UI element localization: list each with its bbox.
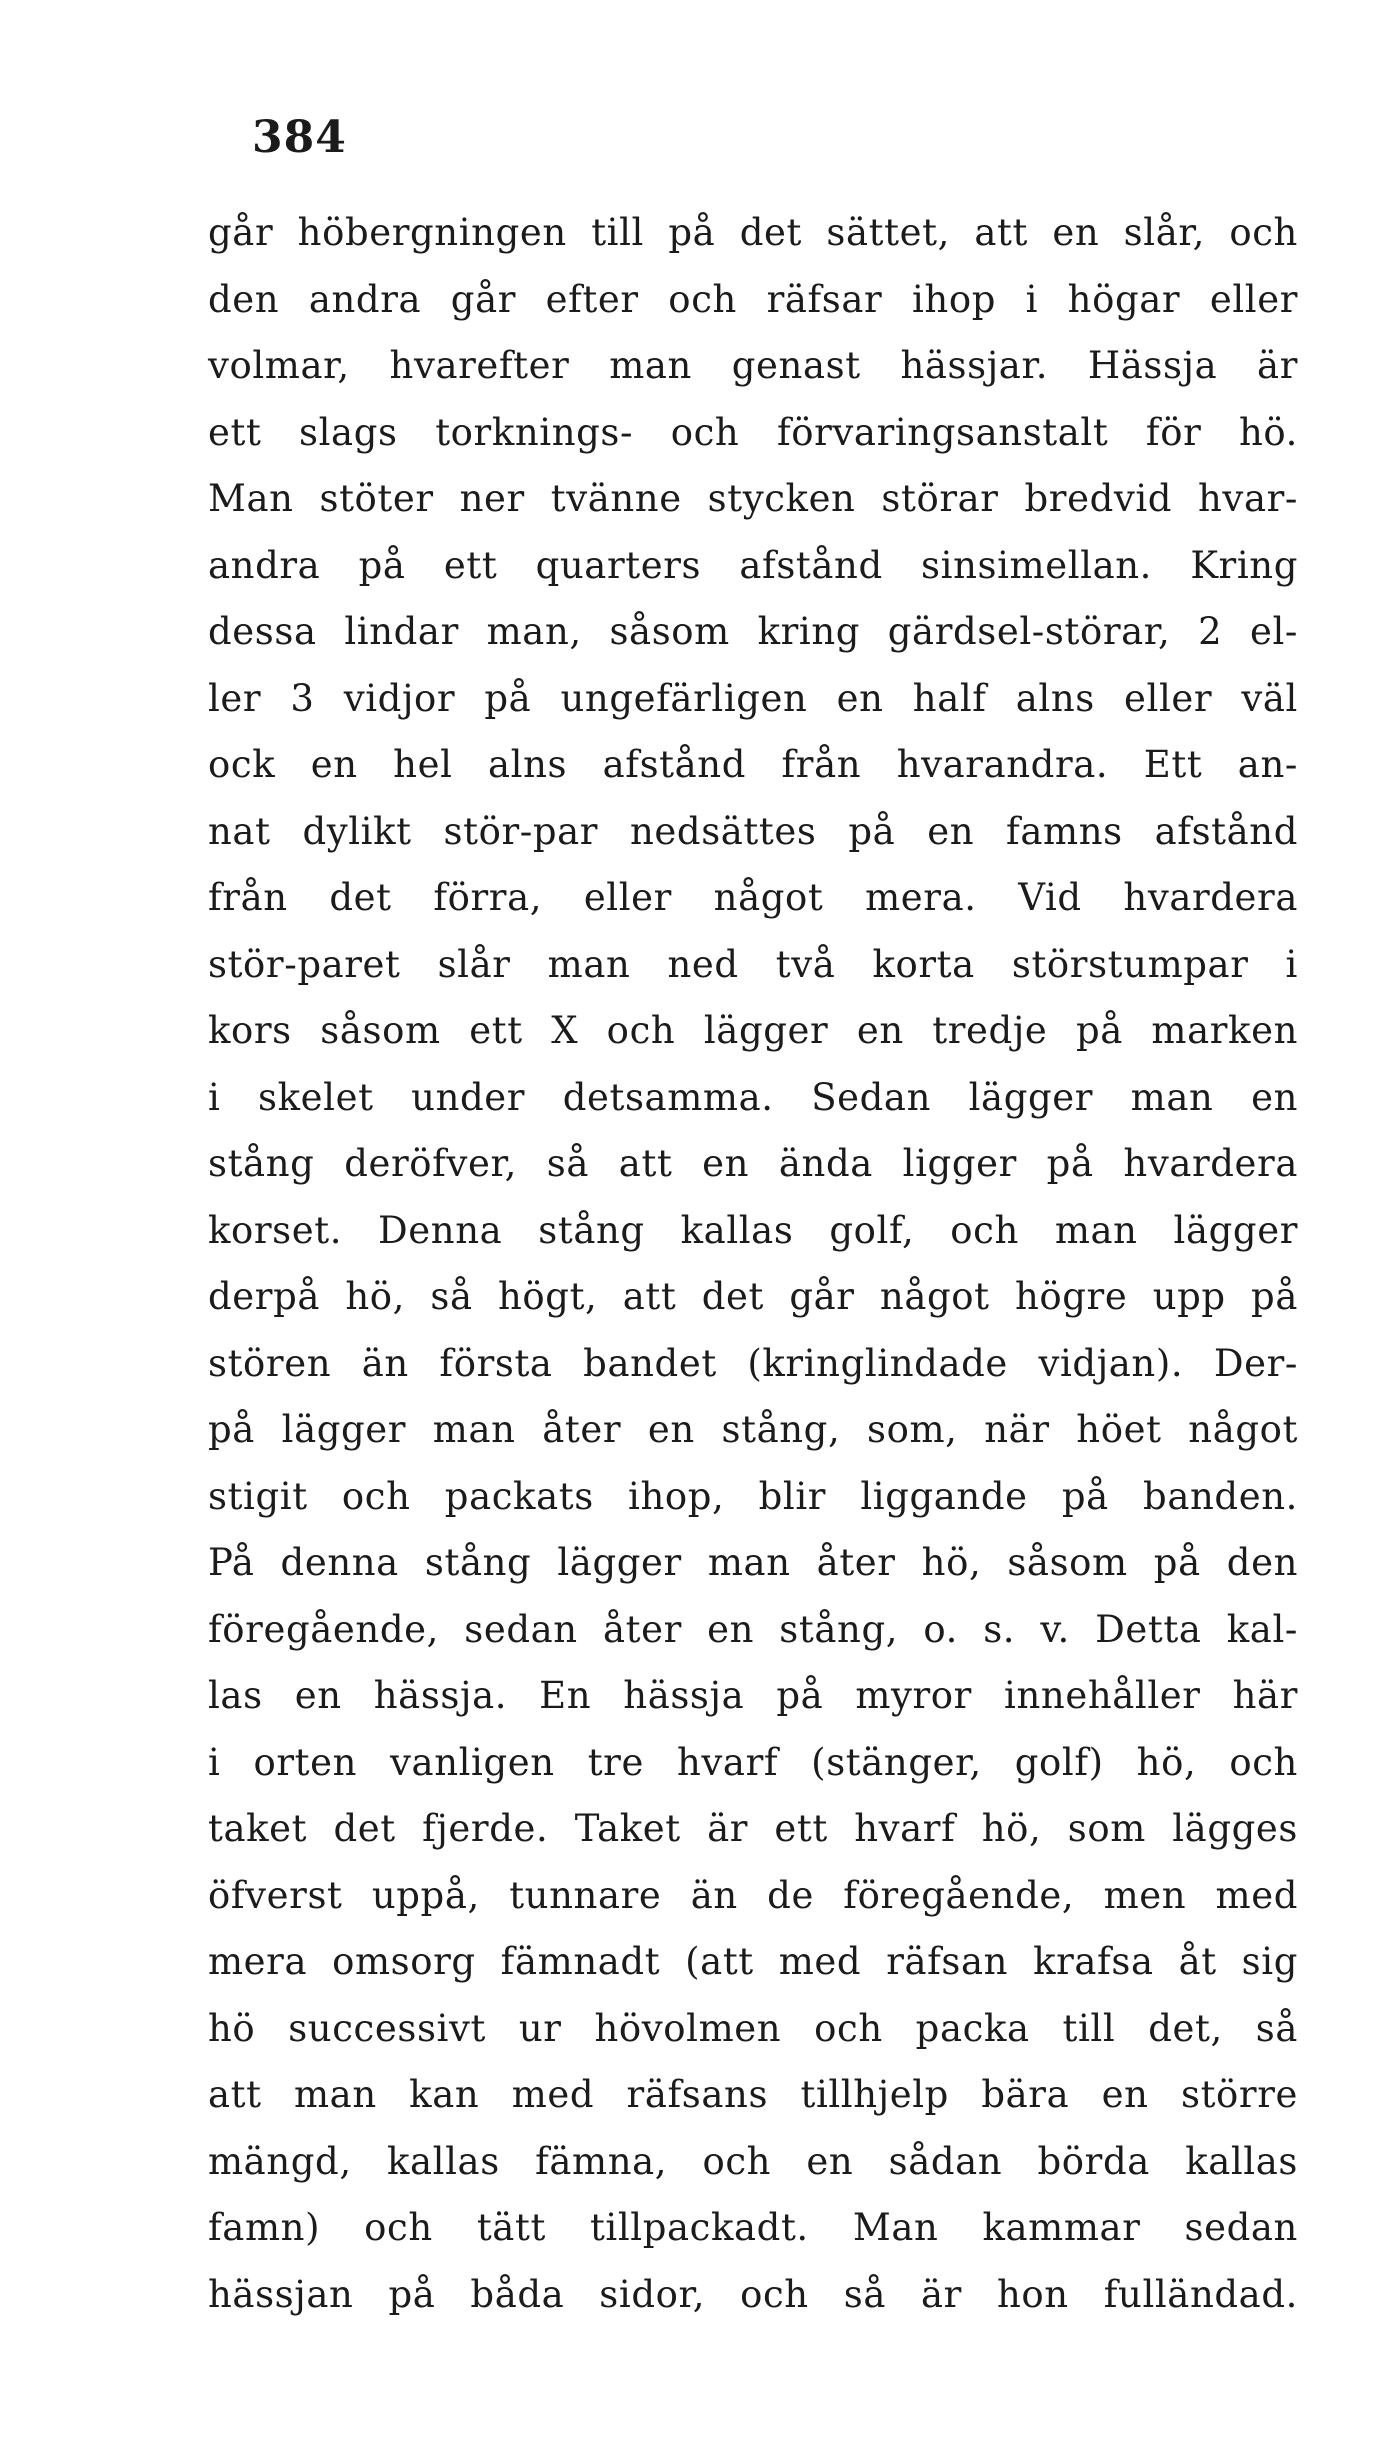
text-line: öfverst uppå, tunnare än de föregående, men med xyxy=(208,1873,1298,1917)
text-line: i skelet under detsamma. Sedan lägger man en xyxy=(208,1075,1298,1119)
text-line: mera omsorg fämnadt (att med räfsan krafsa åt sig xyxy=(208,1940,1298,1983)
text-line: på lägger man åter en stång, som, när höet något xyxy=(208,1408,1298,1451)
text-line: dessa lindar man, såsom kring gärdsel-störar, 2 el- xyxy=(208,610,1298,653)
text-line: derpå hö, så högt, att det går något högre upp på xyxy=(208,1275,1298,1318)
text-line: att man kan med räfsans tillhjelp bära en större xyxy=(208,2073,1298,2116)
text-line: i orten vanligen tre hvarf (stänger, golf) hö, och xyxy=(208,1740,1298,1784)
text-line: stigit och packats ihop, blir liggande på banden. xyxy=(208,1474,1298,1518)
text-line: ler 3 vidjor på ungefärligen en half alns eller väl xyxy=(208,676,1298,720)
text-line: nat dylikt stör-par nedsättes på en famns afstånd xyxy=(208,809,1298,853)
page-number: 384 xyxy=(252,112,347,163)
text-line: ett slags torknings- och förvaringsanstalt för hö. xyxy=(208,410,1298,454)
text-line: hö successivt ur hövolmen och packa till det, så xyxy=(208,2006,1298,2050)
text-line: volmar, hvarefter man genast hässjar. Hässja är xyxy=(208,344,1298,387)
text-line: föregående, sedan åter en stång, o. s. v. Detta kal- xyxy=(208,1607,1298,1651)
text-line: stång deröfver, så att en ända ligger på hvardera xyxy=(208,1142,1298,1185)
text-line: går höbergningen till på det sättet, att en slår, och xyxy=(208,211,1298,254)
text-line: På denna stång lägger man åter hö, såsom på den xyxy=(208,1541,1298,1584)
text-line: den andra går efter och räfsar ihop i högar eller xyxy=(208,277,1298,321)
text-line: stör-paret slår man ned två korta störstumpar i xyxy=(208,942,1298,986)
text-line: taket det fjerde. Taket är ett hvarf hö, som lägges xyxy=(208,1807,1298,1850)
text-line: kors såsom ett X och lägger en tredje på marken xyxy=(208,1009,1298,1052)
text-line: från det förra, eller något mera. Vid hvardera xyxy=(208,876,1298,919)
text-line: stören än första bandet (kringlindade vidjan). Der- xyxy=(208,1341,1298,1385)
text-line: famn) och tätt tillpackadt. Man kammar sedan xyxy=(208,2206,1298,2249)
text-line: andra på ett quarters afstånd sinsimellan. Kring xyxy=(208,543,1298,587)
text-line: Man stöter ner tvänne stycken störar bredvid hvar- xyxy=(208,477,1298,520)
text-line: hässjan på båda sidor, och så är hon fulländad. xyxy=(208,2272,1298,2316)
text-line: ock en hel alns afstånd från hvarandra. Ett an- xyxy=(208,743,1298,786)
text-line: las en hässja. En hässja på myror innehåller här xyxy=(208,1674,1298,1717)
text-line: korset. Denna stång kallas golf, och man lägger xyxy=(208,1208,1298,1252)
text-line: mängd, kallas fämna, och en sådan börda kallas xyxy=(208,2139,1298,2183)
body-text xyxy=(208,200,1298,2328)
